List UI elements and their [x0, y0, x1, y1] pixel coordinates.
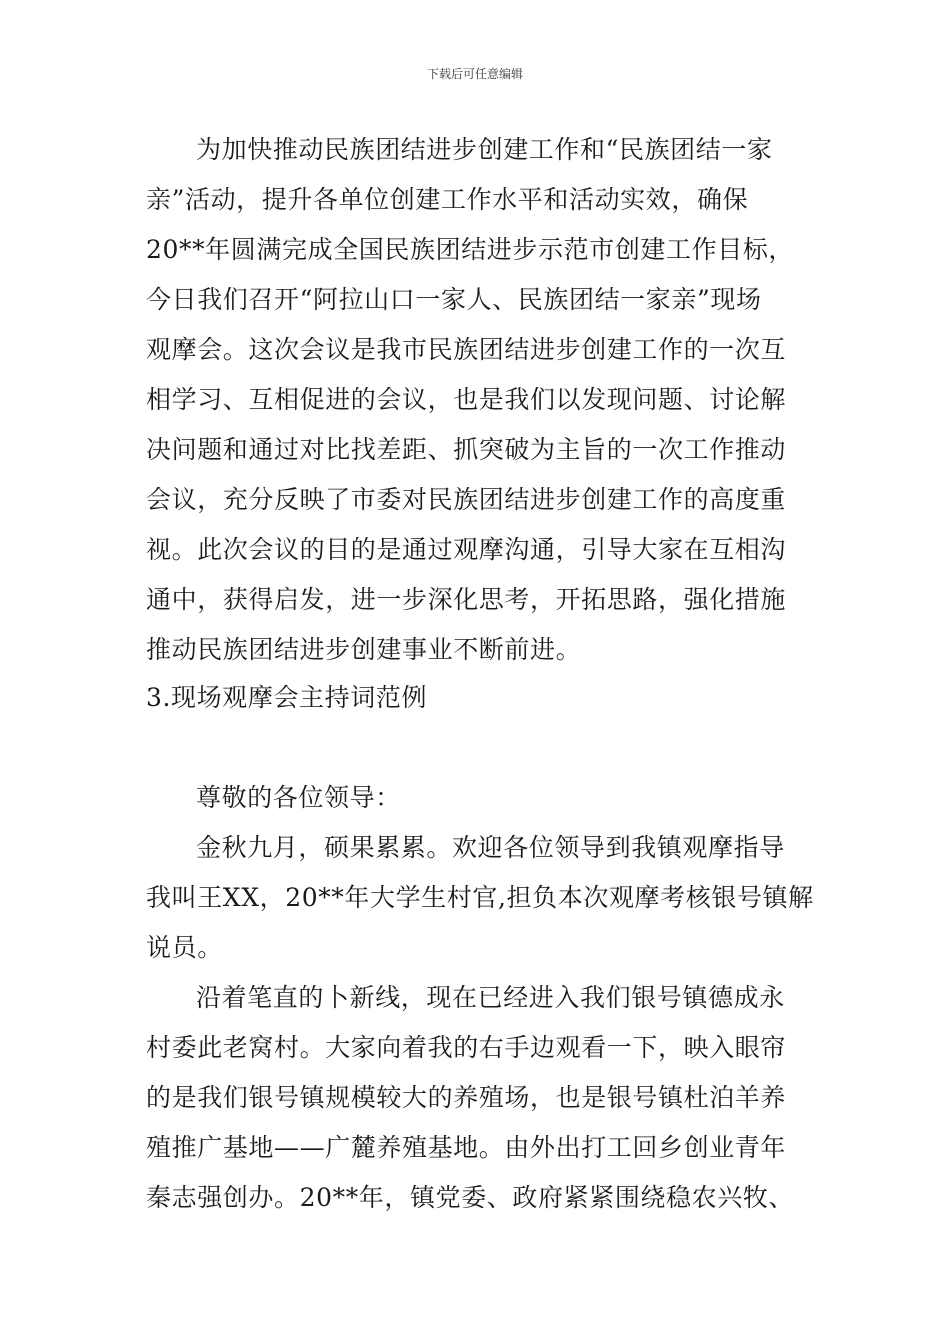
- paragraph-line: 视。此次会议的目的是通过观摩沟通，引导大家在互相沟: [146, 535, 787, 564]
- paragraph-line: 秦志强创办。20**年，镇党委、政府紧紧围绕稳农兴牧、: [146, 1183, 795, 1212]
- paragraph-line: 我叫王XX，20**年大学生村官,担负本次观摩考核银号镇解: [146, 883, 814, 912]
- paragraph-line: 观摩会。这次会议是我市民族团结进步创建工作的一次互: [146, 335, 787, 364]
- paragraph-line: 殖推广基地——广麓养殖基地。由外出打工回乡创业青年: [146, 1133, 787, 1162]
- page-header-note: 下载后可任意编辑: [426, 67, 523, 81]
- paragraph-line: 今日我们召开“阿拉山口一家人、民族团结一家亲”现场: [146, 285, 762, 314]
- paragraph-line: 为加快推动民族团结进步创建工作和“民族团结一家: [196, 135, 773, 164]
- paragraph-line: 推动民族团结进步创建事业不断前进。: [146, 635, 582, 664]
- salutation: 尊敬的各位领导：: [196, 783, 401, 812]
- paragraph-line: 的是我们银号镇规模较大的养殖场，也是银号镇杜泊羊养: [146, 1083, 787, 1112]
- paragraph-line: 会议，充分反映了市委对民族团结进步创建工作的高度重: [146, 485, 787, 514]
- section-heading: 3.现场观摩会主持词范例: [146, 683, 428, 712]
- paragraph-line: 村委此老窝村。大家向着我的右手边观看一下，映入眼帘: [146, 1033, 787, 1062]
- paragraph-line: 相学习、互相促进的会议，也是我们以发现问题、讨论解: [146, 385, 787, 414]
- paragraph-line: 决问题和通过对比找差距、抓突破为主旨的一次工作推动: [146, 435, 787, 464]
- paragraph-line: 沿着笔直的卜新线，现在已经进入我们银号镇德成永: [196, 983, 785, 1012]
- paragraph-line: 亲”活动，提升各单位创建工作水平和活动实效，确保: [146, 185, 749, 214]
- paragraph-line: 20**年圆满完成全国民族团结进步示范市创建工作目标，: [146, 235, 795, 264]
- paragraph-line: 通中，获得启发，进一步深化思考，开拓思路，强化措施: [146, 585, 787, 614]
- paragraph-line: 金秋九月，硕果累累。欢迎各位领导到我镇观摩指导: [196, 833, 785, 862]
- paragraph-line: 说员。: [146, 933, 223, 962]
